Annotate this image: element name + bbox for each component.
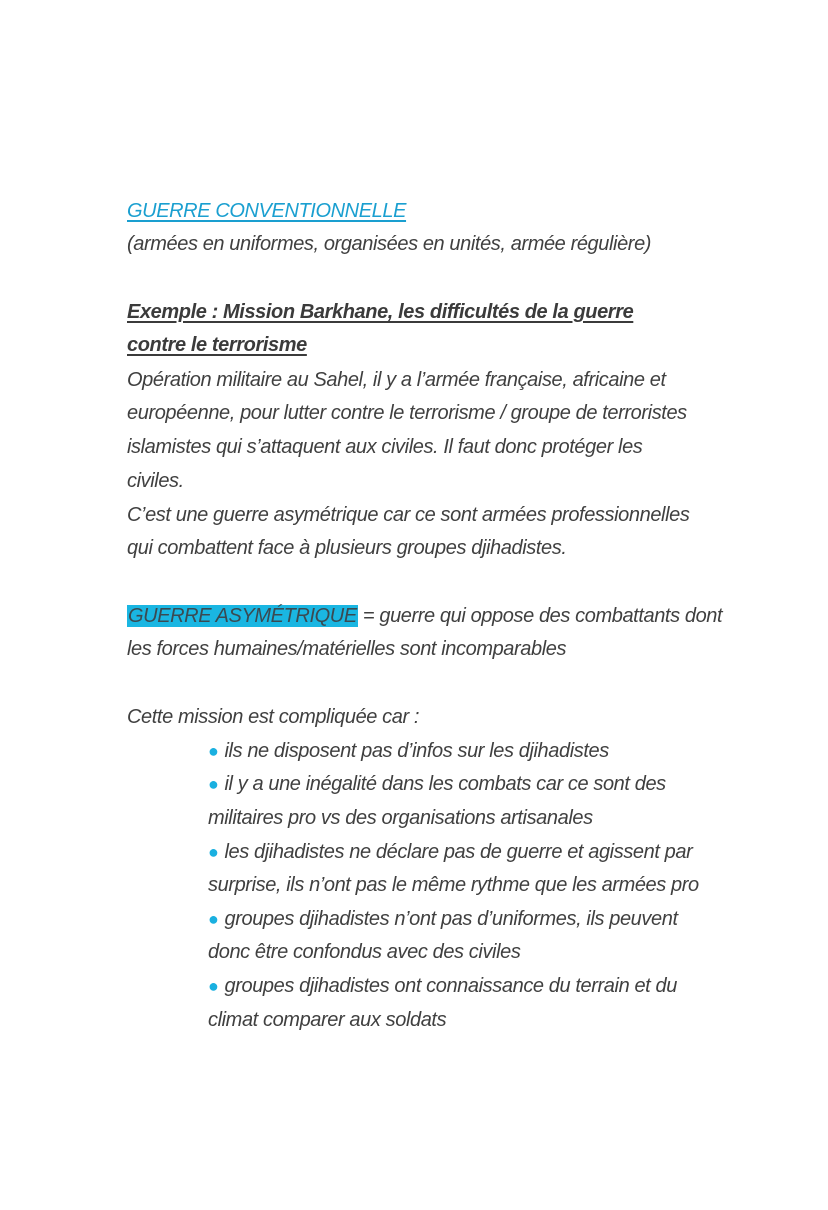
- asymmetric-war-definition-line-1: [127, 600, 722, 633]
- example-text-line: C’est une guerre asymétrique car ce sont armées professionnelles: [127, 504, 690, 526]
- list-item: [208, 903, 678, 936]
- list-item-continuation: climat comparer aux soldats: [208, 1009, 447, 1031]
- list-item-text: ils ne disposent pas d’infos sur les djihadistes: [224, 740, 609, 762]
- example-title-line-2: contre le terrorisme: [127, 334, 307, 356]
- list-item-text: groupes djihadistes ont connaissance du terrain et du: [224, 975, 677, 997]
- asymmetric-war-definition-line-2: les forces humaines/matérielles sont incomparables: [127, 638, 567, 660]
- list-item-continuation: surprise, ils n’ont pas le même rythme que les armées pro: [208, 874, 699, 896]
- example-text-line: qui combattent face à plusieurs groupes djihadistes.: [127, 537, 567, 559]
- list-item: [208, 735, 609, 768]
- example-text-line: européenne, pour lutter contre le terrorisme / groupe de terroristes: [127, 402, 687, 424]
- example-text-line: Opération militaire au Sahel, il y a l’armée française, africaine et: [127, 369, 666, 391]
- conventional-war-heading[interactable]: GUERRE CONVENTIONNELLE: [127, 200, 407, 222]
- conventional-war-definition: (armées en uniformes, organisées en unités, armée régulière): [127, 233, 652, 255]
- example-title-line-1: Exemple : Mission Barkhane, les difficultés de la guerre: [127, 301, 634, 323]
- bullet-icon: ●: [208, 842, 219, 862]
- bullet-icon: ●: [208, 976, 219, 996]
- asymmetric-war-definition-text: = guerre qui oppose des combattants dont: [357, 605, 723, 627]
- list-item: [208, 970, 677, 1003]
- example-text-line: islamistes qui s’attaquent aux civiles. Il faut donc protéger les: [127, 436, 643, 458]
- asymmetric-war-term: GUERRE ASYMÉTRIQUE: [128, 605, 357, 627]
- bullet-icon: ●: [208, 774, 219, 794]
- bullet-icon: ●: [208, 741, 219, 761]
- list-item: [208, 836, 692, 869]
- example-text-line: civiles.: [127, 470, 184, 492]
- list-item-text: il y a une inégalité dans les combats car ce sont des: [224, 773, 666, 795]
- list-item: [208, 768, 666, 801]
- list-item-continuation: donc être confondus avec des civiles: [208, 941, 521, 963]
- list-item-text: groupes djihadistes n’ont pas d’uniformes, ils peuvent: [224, 908, 678, 930]
- mission-intro: Cette mission est compliquée car :: [127, 706, 420, 728]
- list-item-text: les djihadistes ne déclare pas de guerre et agissent par: [224, 841, 693, 863]
- list-item-continuation: militaires pro vs des organisations artisanales: [208, 807, 593, 829]
- bullet-icon: ●: [208, 909, 219, 929]
